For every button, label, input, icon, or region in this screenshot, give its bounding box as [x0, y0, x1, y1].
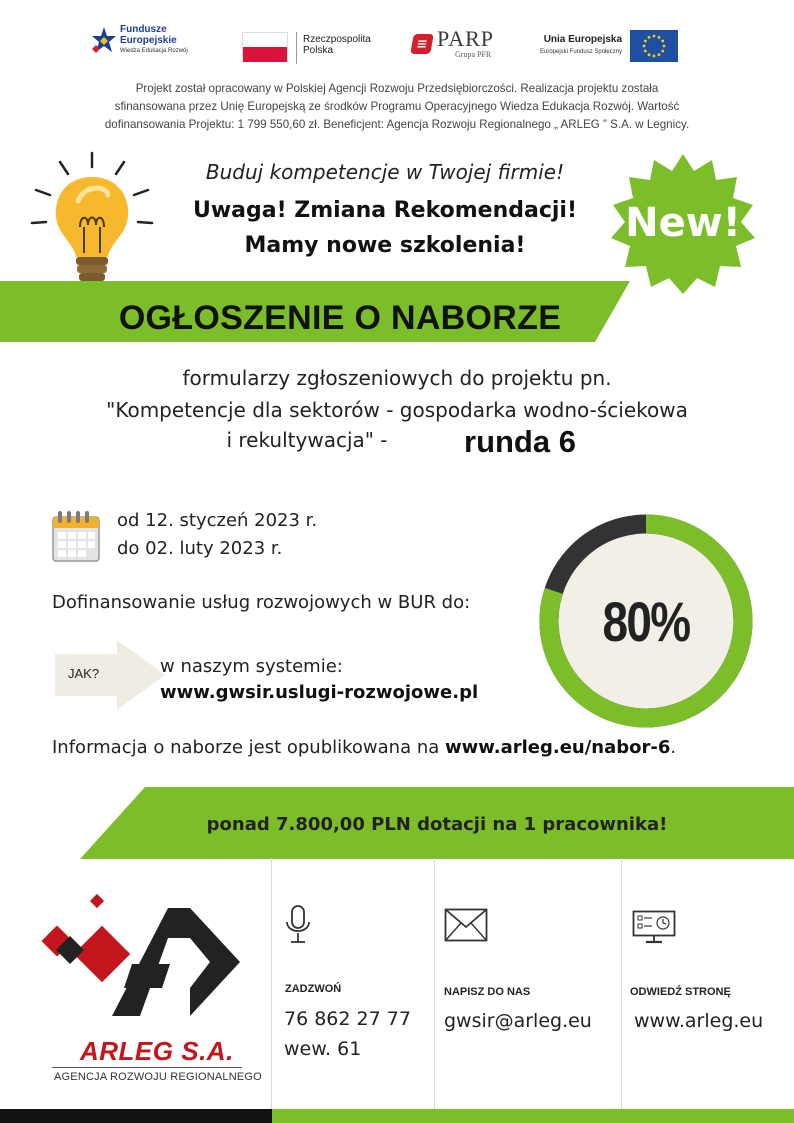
subtitle-line3-text: i rekultywacja" -	[226, 428, 388, 452]
fe-line1: Fundusze	[120, 24, 167, 35]
subtitle-line2: "Kompetencje dla sektorów - gospodarka wodno-ściekowa	[106, 398, 688, 422]
project-disclaimer	[30, 80, 764, 134]
polish-flag-icon	[242, 32, 288, 62]
rp-line2: Polska	[303, 45, 334, 56]
subtitle-line3	[0, 428, 794, 452]
system-label: w naszym systemie:	[160, 656, 343, 677]
microphone-icon	[284, 904, 312, 948]
rp-line1: Rzeczpospolita	[303, 34, 371, 45]
calendar-icon	[52, 510, 100, 562]
star-logo-icon	[92, 25, 116, 57]
monitor-icon	[632, 910, 676, 944]
info-url[interactable]: www.arleg.eu/nabor-6	[445, 737, 671, 758]
parp-line1: PARP	[437, 26, 495, 51]
badge-text: New!	[625, 200, 741, 246]
info-prefix: Informacja o naborze jest opublikowana na	[52, 737, 445, 758]
new-trainings-notice: Mamy nowe szkolenia!	[244, 233, 526, 258]
web-title: ODWIEDŹ STRONĘ	[630, 986, 731, 998]
footer-divider	[271, 858, 272, 1110]
call-title: ZADZWOŃ	[285, 983, 342, 995]
system-url[interactable]: www.gwsir.uslugi-rozwojowe.pl	[160, 682, 479, 703]
eu-flag-icon	[630, 30, 678, 62]
company-underline	[52, 1067, 242, 1068]
parp-logo	[412, 28, 494, 59]
round-label: runda 6	[464, 424, 576, 459]
recommendation-notice: Uwaga! Zmiana Rekomendacji!	[192, 198, 578, 223]
highlight-text: ponad 7.800,00 PLN dotacji na 1 pracownika!	[206, 814, 668, 835]
mail-title: NAPISZ DO NAS	[444, 986, 531, 998]
company-name: ARLEG S.A.	[80, 1036, 234, 1066]
fe-line2: Europejskie	[120, 35, 177, 46]
fundusze-europejskie-logo	[92, 24, 188, 57]
arleg-logo-icon	[40, 892, 245, 1037]
ue-line1: Unia Europejska	[543, 34, 623, 45]
fe-line3: Wiedza Edukacja Rozwój	[120, 48, 188, 54]
funding-percent: 80%	[602, 589, 690, 653]
web-url[interactable]: www.arleg.eu	[634, 1010, 764, 1032]
info-line	[52, 737, 676, 758]
disclaimer-line2: sfinansowana przez Unię Europejską ze środków Programu Operacyjnego Wiedza Edukacja Rozwój. Wartość	[114, 100, 680, 113]
eu-logo	[540, 30, 678, 62]
info-suffix: .	[670, 737, 677, 758]
ue-line2: Europejski Fundusz Społeczny	[540, 49, 623, 55]
date-from: od 12. styczeń 2023 r.	[117, 510, 318, 531]
email-address[interactable]: gwsir@arleg.eu	[444, 1010, 592, 1032]
envelope-icon	[444, 908, 488, 942]
logo-bar	[0, 20, 794, 70]
disclaimer-line1: Projekt został opracowany w Polskiej Agencji Rozwoju Przedsiębiorczości. Realizacja projektu została	[135, 82, 659, 95]
rzeczpospolita-logo	[242, 32, 371, 64]
bottom-bar-green	[272, 1109, 794, 1123]
footer-divider	[621, 858, 622, 1110]
parp-line2: Grupa PFR	[455, 50, 492, 59]
banner-title: OGŁOSZENIE O NABORZE	[118, 299, 562, 337]
tagline: Buduj kompetencje w Twojej firmie!	[205, 160, 565, 184]
new-badge	[603, 150, 763, 300]
phone-extension: wew. 61	[284, 1038, 362, 1060]
footer-divider	[434, 858, 435, 1110]
phone-number[interactable]: 76 862 27 77	[284, 1008, 411, 1030]
parp-mark-icon: ≡	[410, 34, 434, 54]
disclaimer-line3: dofinansowania Projektu: 1 799 550,60 zł. Beneficjent: Agencja Rozwoju Regionalnego „ ARLEG ” S.A. w Legnicy.	[104, 118, 690, 131]
subtitle-line1: formularzy zgłoszeniowych do projektu pn.	[182, 366, 612, 390]
bottom-bar-dark	[0, 1109, 272, 1123]
light-bulb-icon	[22, 145, 162, 295]
date-to: do 02. luty 2023 r.	[117, 538, 283, 559]
how-label: JAK?	[68, 666, 100, 681]
company-subtitle: AGENCJA ROZWOJU REGIONALNEGO	[54, 1071, 262, 1083]
funding-label: Dofinansowanie usług rozwojowych w BUR do:	[52, 592, 471, 613]
